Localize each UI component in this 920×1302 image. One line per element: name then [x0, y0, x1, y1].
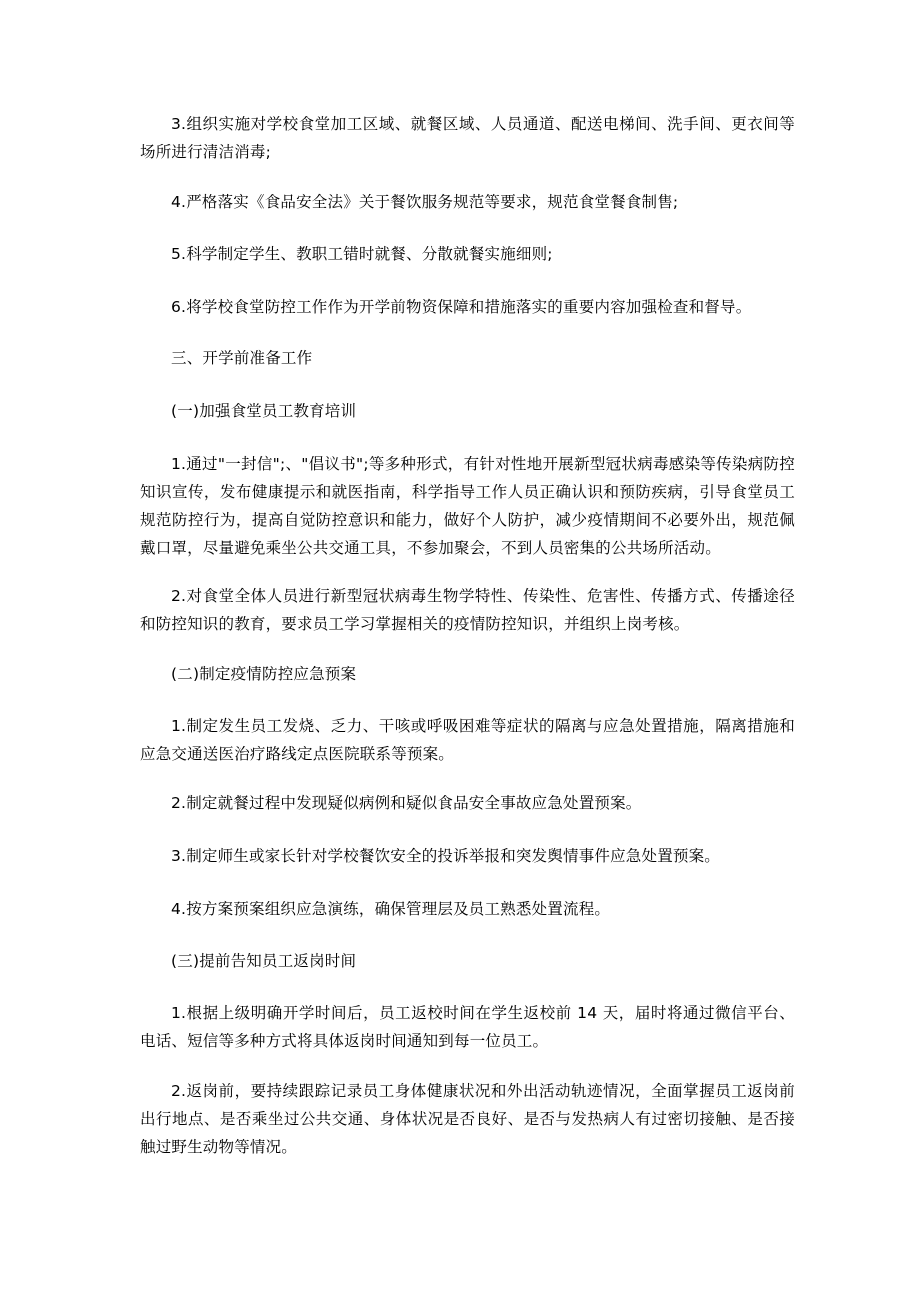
section-heading-preparation: 三、开学前准备工作 [171, 349, 313, 367]
paragraph-suspected-cases: 2.制定就餐过程中发现疑似病例和疑似食品安全事故应急处置预案。 [171, 794, 642, 812]
paragraph-publicity: 1.通过"一封信";、"倡议书";等多种形式，有针对性地开展新型冠状病毒感染等传染病防控知识宣传，发布健康提示和就医指南，科学指导工作人员正确认识和预防疾病，引导食堂员工规范防控行为，提高自觉防控意识和能力，做好个人防护，减少疫情期间不必要外出，规范佩戴口罩，尽量避免乘坐公共交通工具，不参加聚会，不到人员密集的公共场所活动。 [140, 455, 795, 557]
subheading-emergency-plan: (二)制定疫情防控应急预案 [171, 665, 357, 683]
paragraph-staggered-dining: 5.科学制定学生、教职工错时就餐、分散就餐实施细则; [171, 245, 553, 263]
paragraph-health-tracking: 2.返岗前，要持续跟踪记录员工身体健康状况和外出活动轨迹情况，全面掌握员工返岗前出行地点、是否乘坐过公共交通、身体状况是否良好、是否与发热病人有过密切接触、是否接触过野生动物等情况。 [140, 1082, 795, 1156]
subheading-return-time: (三)提前告知员工返岗时间 [171, 952, 357, 970]
paragraph-disinfection: 3.组织实施对学校食堂加工区域、就餐区域、人员通道、配送电梯间、洗手间、更衣间等场所进行清洁消毒; [140, 115, 795, 161]
paragraph-isolation-measures: 1.制定发生员工发烧、乏力、干咳或呼吸困难等症状的隔离与应急处置措施，隔离措施和应急交通送医治疗路线定点医院联系等预案。 [140, 717, 795, 763]
paragraph-food-safety-law: 4.严格落实《食品安全法》关于餐饮服务规范等要求，规范食堂餐食制售; [171, 193, 679, 211]
paragraph-inspection: 6.将学校食堂防控工作作为开学前物资保障和措施落实的重要内容加强检查和督导。 [171, 298, 752, 316]
paragraph-staff-education: 2.对食堂全体人员进行新型冠状病毒生物学特性、传染性、危害性、传播方式、传播途径和防控知识的教育，要求员工学习掌握相关的疫情防控知识，并组织上岗考核。 [140, 587, 795, 633]
paragraph-complaints: 3.制定师生或家长针对学校餐饮安全的投诉举报和突发舆情事件应急处置预案。 [171, 847, 720, 865]
subheading-staff-training: (一)加强食堂员工教育培训 [171, 402, 357, 420]
paragraph-drills: 4.按方案预案组织应急演练，确保管理层及员工熟悉处置流程。 [171, 900, 611, 918]
paragraph-return-notice: 1.根据上级明确开学时间后，员工返校时间在学生返校前 14 天，届时将通过微信平台、电话、短信等多种方式将具体返岗时间通知到每一位员工。 [140, 1004, 795, 1050]
